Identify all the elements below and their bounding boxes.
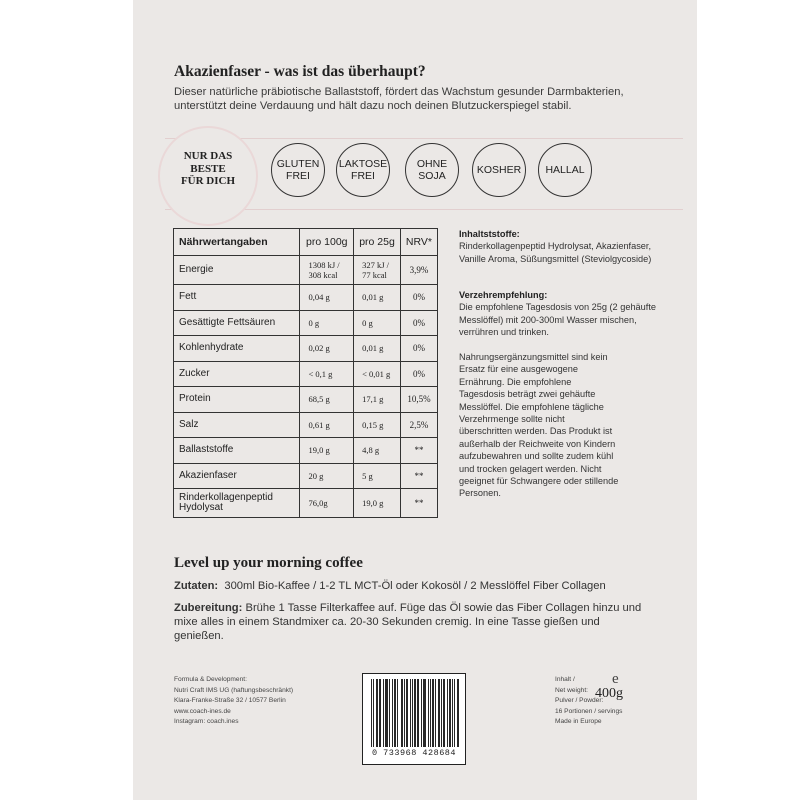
value-per-100g: 0,04 g <box>300 285 354 311</box>
barcode-bar <box>373 679 374 747</box>
barcode-bar <box>423 679 424 747</box>
value-per-25g: 5 g <box>354 463 401 489</box>
recommendation-block <box>459 289 659 339</box>
barcode-bar <box>424 679 425 747</box>
nutrition-table <box>173 228 438 518</box>
badge-text: OHNE <box>416 158 448 170</box>
barcode-bar <box>430 679 431 747</box>
value-per-100g: < 0,1 g <box>300 361 354 387</box>
ingredients-block <box>459 228 659 265</box>
barcode-bar <box>389 679 390 747</box>
header-per-100g: pro 100g <box>300 229 354 256</box>
net-weight-value: 400g <box>595 686 623 701</box>
value-nrv: 0% <box>400 336 437 362</box>
recommendation-title: Verzehrempfehlung: <box>459 290 548 300</box>
value-per-25g: 19,0 g <box>354 489 401 518</box>
barcode-bar <box>428 679 429 747</box>
barcode-bar <box>450 679 451 747</box>
value-per-25g: 17,1 g <box>354 387 401 413</box>
zubereitung-label: Zubereitung: <box>174 602 243 614</box>
row-label: Akazienfaser <box>174 463 300 489</box>
row-label: Energie <box>174 256 300 285</box>
website-text: www.coach-ines.de <box>174 707 231 715</box>
barcode-bar <box>438 679 439 747</box>
barcode-bar <box>443 679 444 747</box>
barcode-bar <box>447 679 448 747</box>
table-row <box>174 285 438 311</box>
table-row <box>174 463 438 489</box>
barcode-bar <box>432 679 433 747</box>
value-nrv: 0% <box>400 285 437 311</box>
badge-text: FREI <box>286 170 310 182</box>
barcode-bar <box>457 679 458 747</box>
section-heading-acacia: Akazienfaser - was ist das überhaupt? <box>174 63 426 80</box>
badge-text: HALLAL <box>545 164 585 176</box>
ingredients-text: Rinderkollagenpeptid Hydrolysat, Akazienfaser, Vanille Aroma, Süßungsmittel (Steviolgycoside) <box>459 241 652 264</box>
barcode-bar <box>402 679 403 747</box>
barcode-bar <box>414 679 415 747</box>
value-nrv: 3,9% <box>400 256 437 285</box>
barcode-bar <box>441 679 442 747</box>
instagram-text: Instagram: coach.ines <box>174 718 239 725</box>
barcode-bar <box>421 679 422 747</box>
barcode-bar <box>387 679 388 747</box>
barcode-bar <box>376 679 377 747</box>
badge-gluten-free <box>271 143 325 197</box>
value-per-100g: 0,02 g <box>300 336 354 362</box>
zubereitung-text: Brühe 1 Tasse Filterkaffee auf. Füge das Öl sowie das Fiber Collagen hinzu und mixe alles in einem Standmixer ca. 20-30 Sekunden cremig. In eine Tasse gießen und genießen. <box>174 602 642 642</box>
badge-no-soy <box>405 143 459 197</box>
quality-seal-text <box>158 150 258 188</box>
barcode-bar <box>435 679 436 747</box>
barcode-bars <box>371 679 459 747</box>
barcode-bar <box>397 679 398 747</box>
barcode-bar <box>458 679 459 747</box>
header-label: Nährwertangaben <box>174 229 300 256</box>
barcode-bar <box>383 679 384 747</box>
table-row <box>174 412 438 438</box>
value-per-25g: < 0,01 g <box>354 361 401 387</box>
coffee-heading: Level up your morning coffee <box>174 555 363 571</box>
row-label: Rinderkollagenpeptid Hydolysat <box>174 489 300 518</box>
barcode-bar <box>433 679 434 747</box>
portionen-text: 16 Portionen / servings <box>555 707 623 715</box>
pulver-label: Pulver / Powder: <box>555 697 604 704</box>
coffee-ingredients <box>174 579 644 593</box>
badge-text: KOSHER <box>476 164 522 176</box>
header-per-25g: pro 25g <box>354 229 401 256</box>
supplement-notice: Nahrungsergänzungsmittel sind kein Ersatz für eine ausgewogene Ernährung. Die empfohlene Tagesdosis beträgt zwei gehäufte Messlöffel. Die empfohlene tägliche Verzehrmenge sollte nicht überschritten werden. Das Produkt ist außerhalb der Reichweite von Kindern aufzubewahren und sollte zudem kühl und trocken gelagert werden. Nicht geeignet für Schwangere oder stillende Personen. <box>459 352 619 499</box>
value-nrv: 0% <box>400 361 437 387</box>
value-per-100g: 20 g <box>300 463 354 489</box>
row-label: Kohlenhydrate <box>174 336 300 362</box>
barcode-bar <box>379 679 380 747</box>
row-label: Fett <box>174 285 300 311</box>
nutrition-header-row <box>174 229 438 256</box>
barcode-bar <box>406 679 407 747</box>
table-row <box>174 336 438 362</box>
value-per-100g: 19,0 g <box>300 438 354 464</box>
inhalt-label: Inhalt / <box>555 676 575 683</box>
e-mark: e <box>612 670 619 687</box>
barcode-bar <box>410 679 411 747</box>
value-per-25g: 0,01 g <box>354 285 401 311</box>
table-row <box>174 256 438 285</box>
intro-text: Dieser natürliche präbiotische Ballaststoff, fördert das Wachstum gesunder Darmbakterien, unterstützt deine Verdauung und hält dazu noch deinen Blutzuckerspiegel stabil. <box>174 86 624 112</box>
barcode-bar <box>444 679 445 747</box>
coffee-preparation <box>174 601 644 643</box>
barcode-bar <box>404 679 405 747</box>
badge-lactose-free <box>336 143 390 197</box>
row-label: Gesättigte Fettsäuren <box>174 310 300 336</box>
manufacturer-info <box>174 675 293 728</box>
row-label: Salz <box>174 412 300 438</box>
seal-line-3: FÜR DICH <box>180 175 236 187</box>
value-per-25g: 0,15 g <box>354 412 401 438</box>
barcode-bar <box>386 679 387 747</box>
barcode-bar <box>425 679 426 747</box>
company-name: Nutri Craft IMS UG (haftungsbeschränkt) <box>174 686 294 694</box>
company-address: Klara-Franke-Straße 32 / 10577 Berlin <box>174 697 286 704</box>
barcode-bar <box>407 679 408 747</box>
table-row <box>174 387 438 413</box>
barcode-bar <box>439 679 440 747</box>
row-label: Protein <box>174 387 300 413</box>
badge-text: SOJA <box>418 170 446 182</box>
zutaten-label: Zutaten: <box>174 580 219 592</box>
barcode-bar <box>412 679 413 747</box>
seal-line-1: NUR DAS <box>183 150 233 162</box>
row-label: Zucker <box>174 361 300 387</box>
made-in-text: Made in Europe <box>555 718 602 725</box>
value-per-25g: 0,01 g <box>354 336 401 362</box>
barcode-number: 0 733968 428684 <box>371 748 456 758</box>
value-per-25g: 327 kJ / 77 kcal <box>354 256 401 285</box>
barcode-bar <box>454 679 455 747</box>
value-per-100g: 0,61 g <box>300 412 354 438</box>
value-per-100g: 76,0g <box>300 489 354 518</box>
recommendation-text: Die empfohlene Tagesdosis von 25g (2 gehäufte Messlöffel) mit 200-300ml Wasser mischen, verrühren und trinken. <box>459 302 656 338</box>
barcode-bar <box>449 679 450 747</box>
value-nrv: ** <box>400 489 437 518</box>
value-nrv: ** <box>400 463 437 489</box>
barcode-bar <box>395 679 396 747</box>
barcode-bar <box>380 679 381 747</box>
value-per-100g: 0 g <box>300 310 354 336</box>
barcode-bar <box>371 679 372 747</box>
value-nrv: ** <box>400 438 437 464</box>
value-per-25g: 4,8 g <box>354 438 401 464</box>
barcode-bar <box>418 679 419 747</box>
net-weight-block <box>555 670 623 728</box>
row-label: Ballaststoffe <box>174 438 300 464</box>
net-weight-label: Net weight: <box>555 686 588 694</box>
ingredients-title: Inhaltststoffe: <box>459 229 520 239</box>
seal-line-2: BESTE <box>190 162 226 175</box>
value-per-100g: 68,5 g <box>300 387 354 413</box>
value-nrv: 2,5% <box>400 412 437 438</box>
barcode-bar <box>385 679 386 747</box>
barcode <box>362 673 466 765</box>
table-row <box>174 310 438 336</box>
formula-title: Formula & Development: <box>174 676 247 683</box>
barcode-bar <box>394 679 395 747</box>
barcode-bar <box>415 679 416 747</box>
value-per-100g: 1308 kJ / 308 kcal <box>300 256 354 285</box>
value-nrv: 0% <box>400 310 437 336</box>
table-row <box>174 489 438 518</box>
header-nrv: NRV* <box>400 229 437 256</box>
table-row <box>174 361 438 387</box>
badge-text: FREI <box>351 170 375 182</box>
value-per-25g: 0 g <box>354 310 401 336</box>
barcode-bar <box>401 679 402 747</box>
barcode-bar <box>377 679 378 747</box>
badge-kosher <box>472 143 526 197</box>
badge-text: GLUTEN <box>276 158 320 170</box>
table-row <box>174 438 438 464</box>
barcode-bar <box>417 679 418 747</box>
barcode-bar <box>452 679 453 747</box>
barcode-bar <box>392 679 393 747</box>
badge-hallal <box>538 143 592 197</box>
value-nrv: 10,5% <box>400 387 437 413</box>
badge-text: LAKTOSE <box>338 158 388 170</box>
zutaten-text: 300ml Bio-Kaffee / 1-2 TL MCT-Öl oder Kokosöl / 2 Messlöffel Fiber Collagen <box>224 580 606 592</box>
